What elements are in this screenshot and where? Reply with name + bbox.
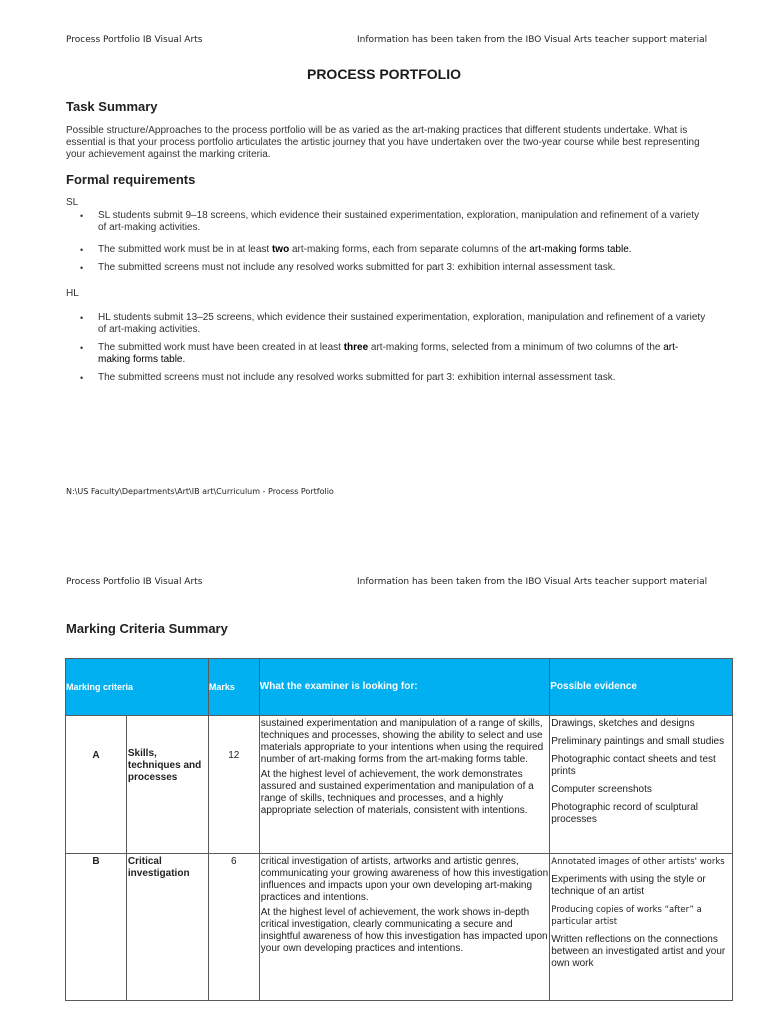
criterion-letter: B bbox=[66, 854, 127, 1001]
list-item-text: The submitted work must be in at least bbox=[98, 244, 272, 255]
description-paragraph: critical investigation of artists, artworks and artistic genres, communicating your growing awareness of how this investigation influences and impacts upon your own developing art-making practices and intentions. bbox=[260, 856, 549, 903]
column-header-marks: Marks bbox=[208, 659, 259, 716]
list-item bbox=[66, 244, 706, 256]
task-summary-text: Possible structure/Approaches to the process portfolio will be as varied as the art-making practices that different students undertake. What is essential is that your process portfolio articulates the artistic journey that you have undertaken over the two-year course while best representing your achievement against the marking criteria. bbox=[66, 125, 700, 160]
column-header-criteria: Marking criteria bbox=[66, 659, 209, 716]
evidence-item: Annotated images of other artists' works bbox=[551, 857, 725, 867]
evidence-item: Photographic contact sheets and test prints bbox=[551, 754, 716, 777]
sl-requirements-list bbox=[66, 210, 706, 274]
evidence-item: Drawings, sketches and designs bbox=[551, 718, 695, 729]
list-item-reference: art-making forms table bbox=[529, 244, 629, 255]
list-item: • The submitted screens must not include any resolved works submitted for part 3: exhibition internal assessment task. bbox=[66, 372, 706, 384]
description-paragraph: sustained experimentation and manipulation of a range of skills, techniques and processes, showing the ability to select and use materials appropriate to your intentions when using the required number of art-making forms from the art-making forms table. bbox=[260, 718, 544, 765]
criterion-marks: 12 bbox=[208, 716, 259, 854]
evidence-item: Computer screenshots bbox=[551, 784, 652, 795]
table-header-row bbox=[66, 659, 733, 716]
criterion-marks: 6 bbox=[208, 854, 259, 1001]
criterion-evidence bbox=[550, 854, 733, 1001]
list-item: • The submitted screens must not include any resolved works submitted for part 3: exhibition internal assessment task. bbox=[66, 262, 706, 274]
list-item-reference: art-making forms table bbox=[98, 342, 679, 365]
task-summary-heading: Task Summary bbox=[66, 99, 158, 114]
list-item bbox=[66, 342, 706, 366]
evidence-item: Experiments with using the style or technique of an artist bbox=[551, 874, 706, 897]
criterion-name: Critical investigation bbox=[126, 854, 208, 1001]
page-header-left: Process Portfolio IB Visual Arts bbox=[66, 35, 203, 45]
criterion-name: Skills, techniques and processes bbox=[126, 716, 208, 854]
list-item-text: . bbox=[628, 244, 632, 255]
list-item-text: The submitted work must have been created in at least bbox=[98, 342, 344, 353]
evidence-item: Producing copies of works “after” a particular artist bbox=[551, 905, 702, 927]
list-item-text: art-making forms, selected from a minimum of two columns of the bbox=[368, 342, 664, 353]
evidence-item: Written reflections on the connections between an investigated artist and your own work bbox=[551, 934, 726, 969]
criterion-letter: A bbox=[66, 716, 127, 854]
hl-requirements-list bbox=[66, 312, 706, 384]
description-paragraph: At the highest level of achievement, the work demonstrates assured and sustained experimentation and manipulation of a range of skills, techniques and processes, and a highly appropriate selection of materials, consistent with intentions. bbox=[260, 769, 534, 816]
list-item-text: art-making forms, each from separate columns of the bbox=[289, 244, 530, 255]
column-header-evidence: Possible evidence bbox=[550, 659, 733, 716]
evidence-item: Photographic record of sculptural processes bbox=[551, 802, 698, 825]
list-item: • SL students submit 9–18 screens, which evidence their sustained experimentation, exploration, manipulation and refinement of a variety of art-making activities. bbox=[66, 210, 706, 234]
table-row bbox=[66, 854, 733, 1001]
column-header-looking-for: What the examiner is looking for: bbox=[259, 659, 549, 716]
hl-label: HL bbox=[66, 288, 79, 299]
formal-requirements-heading: Formal requirements bbox=[66, 172, 196, 187]
criterion-evidence bbox=[550, 716, 733, 854]
evidence-item: Preliminary paintings and small studies bbox=[551, 736, 725, 747]
page-header-right: Information has been taken from the IBO Visual Arts teacher support material bbox=[357, 35, 708, 45]
marking-criteria-table bbox=[65, 658, 733, 1001]
list-item-emphasis: two bbox=[271, 244, 290, 255]
list-item: • HL students submit 13–25 screens, which evidence their sustained experimentation, exploration, manipulation and refinement of a variety of art-making activities. bbox=[66, 312, 706, 336]
page-header-right: Information has been taken from the IBO Visual Arts teacher support material bbox=[357, 577, 708, 587]
document-title: PROCESS PORTFOLIO bbox=[306, 66, 461, 82]
page-header-left: Process Portfolio IB Visual Arts bbox=[66, 577, 203, 587]
list-item-emphasis: three bbox=[343, 342, 369, 353]
marking-criteria-heading: Marking Criteria Summary bbox=[66, 621, 228, 636]
description-paragraph: At the highest level of achievement, the work shows in-depth critical investigation, clearly communicating a secure and insightful awareness of how this investigation has impacted upon your own developing practices and intentions. bbox=[260, 907, 548, 954]
sl-label: SL bbox=[66, 197, 79, 208]
list-item-text: . bbox=[182, 354, 186, 365]
criterion-description bbox=[259, 854, 549, 1001]
criterion-description bbox=[259, 716, 549, 854]
footer-file-path: N:\US Faculty\Departments\Art\IB art\Curriculum - Process Portfolio bbox=[66, 487, 334, 496]
table-row bbox=[66, 716, 733, 854]
